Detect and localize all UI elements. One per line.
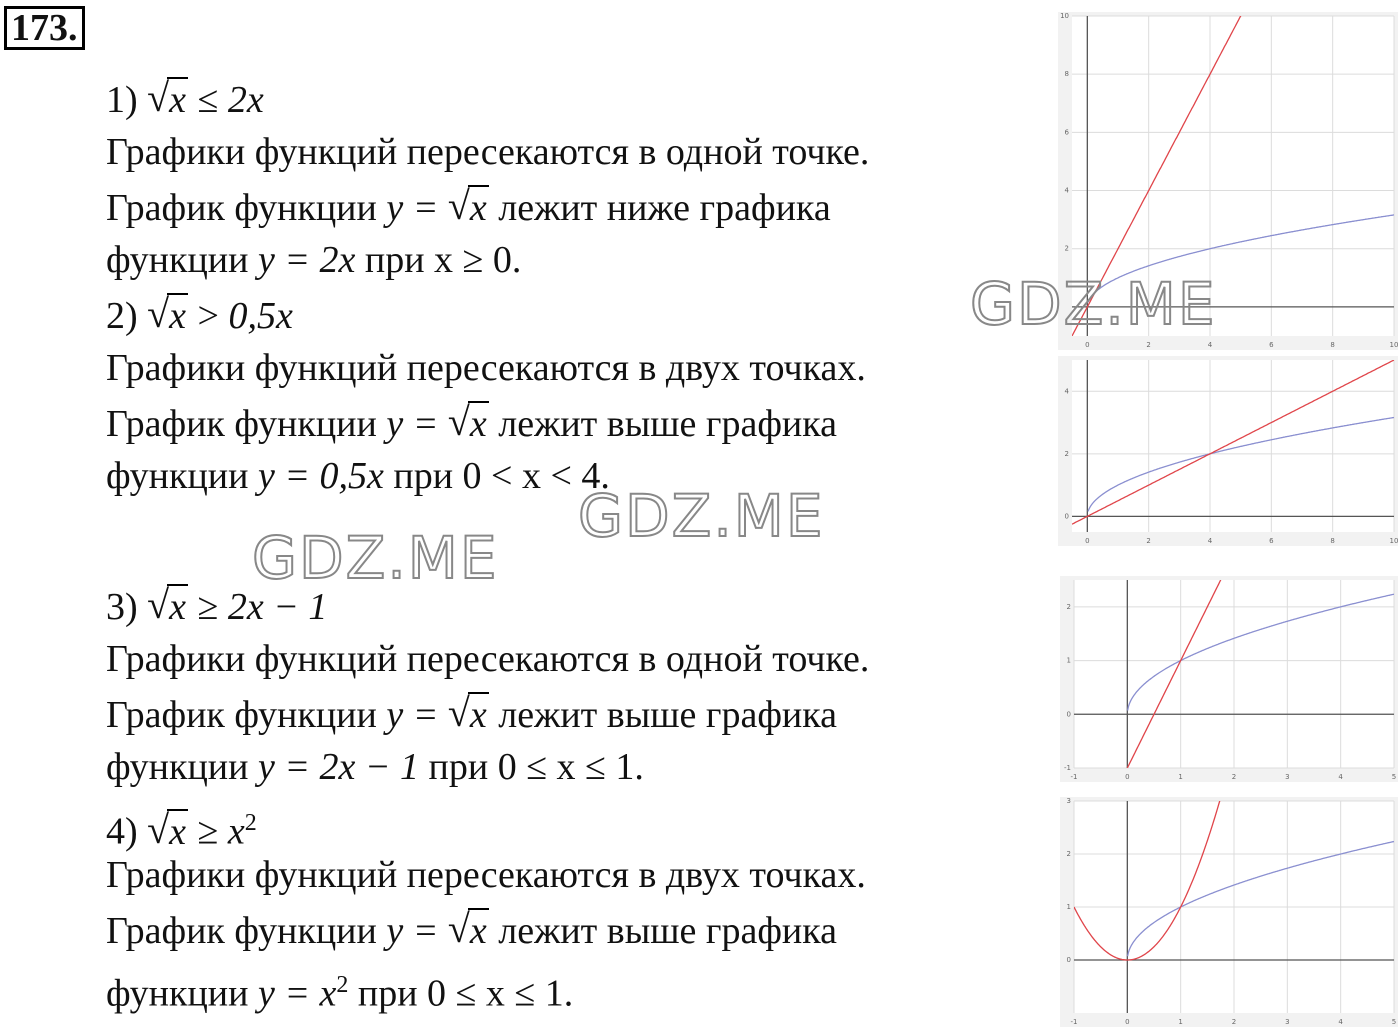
sqrt-arg: x: [169, 810, 187, 853]
condition: при 0 ≤ x ≤ 1.: [428, 746, 644, 788]
exponent: 2: [244, 810, 257, 836]
watermark: GDZ.ME: [970, 270, 1217, 338]
y-tick-label: -1: [1064, 764, 1071, 772]
inequality-rhs: x: [227, 810, 245, 853]
x-tick-label: 5: [1391, 1018, 1397, 1026]
chart-2-svg: [1058, 356, 1398, 546]
part-number: 1): [106, 79, 138, 121]
inequality-rhs: 0,5x: [228, 295, 293, 337]
line-text: График функции: [106, 694, 377, 736]
part4-line1: Графики функций пересекаются в двух точках.: [106, 854, 866, 896]
watermark: GDZ.ME: [578, 482, 825, 550]
line-text: График функции: [106, 910, 377, 952]
x-tick-label: 10: [1389, 537, 1398, 545]
part2-line1: Графики функций пересекаются в двух точках.: [106, 347, 866, 389]
part2-line2: [106, 399, 838, 446]
x-tick-label: 2: [1146, 341, 1151, 349]
x-tick-label: 1: [1178, 1018, 1183, 1026]
part3-line1: Графики функций пересекаются в одной точке.: [106, 638, 870, 680]
chart-2: [1058, 356, 1398, 546]
x-tick-label: 6: [1269, 341, 1274, 349]
y-tick-label: 2: [1066, 850, 1071, 858]
x-tick-label: 1: [1178, 773, 1183, 781]
x-tick-label: 5: [1391, 773, 1397, 781]
x-tick-label: 4: [1338, 1018, 1343, 1026]
y-tick-label: 2: [1064, 449, 1069, 458]
part4-line3: [106, 963, 573, 1016]
y-tick-label: 4: [1064, 387, 1069, 396]
x-tick-label: 8: [1330, 341, 1335, 349]
y-tick-label: 0: [1064, 512, 1069, 521]
x-tick-label: 8: [1330, 537, 1335, 545]
inequality-rhs: 2x: [227, 79, 264, 121]
y-tick-label: 4: [1064, 186, 1069, 195]
part4-inequality: [106, 801, 257, 854]
y-label: y =: [386, 694, 439, 736]
y-tick-label: 0: [1066, 956, 1071, 964]
y-tick-label: 2: [1066, 602, 1071, 611]
x-tick-label: 3: [1285, 1018, 1290, 1026]
line-text: График функции: [106, 187, 377, 229]
part1-inequality: [106, 75, 264, 122]
sqrt-arg: x: [169, 79, 187, 121]
part2-line3: [106, 454, 610, 498]
plot-area: [1072, 360, 1394, 532]
func: y = 2x − 1: [257, 746, 420, 788]
x-tick-label: -1: [1070, 1018, 1078, 1026]
part1-line2: [106, 183, 831, 230]
sqrt-arg: x: [469, 694, 487, 736]
line-text: функции: [106, 455, 249, 497]
x-tick-label: 0: [1125, 773, 1130, 781]
x-tick-label: 4: [1338, 773, 1343, 781]
condition: при 0 ≤ x ≤ 1.: [357, 972, 574, 1015]
line-text: лежит выше графика: [498, 694, 838, 736]
condition: при 0 < x < 4.: [393, 455, 610, 497]
line-text: лежит выше графика: [498, 403, 838, 445]
y-tick-label: 3: [1066, 797, 1071, 805]
operator: >: [197, 295, 219, 337]
problem-number-box: 173.: [4, 6, 85, 50]
y-tick-label: 8: [1064, 70, 1069, 79]
sqrt-arg: x: [169, 295, 187, 337]
sqrt-symbol: √ x: [147, 582, 187, 628]
y-label: y =: [386, 910, 439, 952]
sqrt-symbol: √ x: [147, 291, 187, 337]
y-tick-label: 6: [1064, 128, 1069, 137]
y-label: y =: [386, 187, 439, 229]
sqrt-arg: x: [469, 187, 487, 229]
x-tick-label: 0: [1085, 341, 1090, 349]
func: y = 2x: [257, 239, 356, 281]
x-tick-label: 10: [1389, 341, 1398, 349]
x-tick-label: 0: [1085, 537, 1090, 545]
sqrt-symbol: √ x: [447, 183, 487, 229]
part3-line2: [106, 690, 838, 737]
part4-line2: [106, 906, 838, 953]
x-tick-label: 2: [1231, 773, 1237, 781]
problem-number: [4, 6, 85, 50]
x-tick-label: 6: [1269, 537, 1274, 545]
sqrt-symbol: √ x: [447, 906, 487, 952]
part1-line3: [106, 238, 521, 282]
line-text: функции: [106, 746, 249, 788]
chart-3-svg: [1060, 576, 1398, 782]
func: y = x: [257, 972, 337, 1015]
operator: ≤: [197, 79, 219, 121]
watermark: GDZ.ME: [252, 524, 499, 592]
x-tick-label: 4: [1207, 537, 1213, 545]
x-tick-label: 2: [1146, 537, 1151, 545]
part-number: 2): [106, 295, 138, 337]
sqrt-symbol: √ x: [147, 75, 187, 121]
line-text: функции: [106, 239, 249, 281]
operator: ≥: [197, 810, 219, 853]
line-text: функции: [106, 972, 249, 1015]
sqrt-arg: x: [169, 586, 187, 628]
x-tick-label: 4: [1207, 341, 1213, 349]
part1-line1: Графики функций пересекаются в одной точке.: [106, 131, 870, 173]
x-tick-label: 0: [1125, 1018, 1130, 1026]
line-text: лежит ниже графика: [498, 187, 831, 229]
inequality-rhs: 2x − 1: [227, 586, 328, 628]
sqrt-symbol: √ x: [447, 399, 487, 445]
operator: ≥: [197, 586, 219, 628]
x-tick-label: -1: [1070, 773, 1078, 781]
exponent: 2: [336, 972, 349, 998]
y-tick-label: 1: [1066, 656, 1071, 665]
chart-4-svg: [1060, 797, 1398, 1027]
y-tick-label: 10: [1060, 12, 1069, 20]
x-tick-label: 3: [1285, 773, 1290, 781]
sqrt-symbol: √ x: [447, 690, 487, 736]
part-number: 4): [106, 810, 138, 853]
chart-4: [1060, 797, 1398, 1027]
sqrt-symbol: √ x: [147, 806, 187, 853]
x-tick-label: 2: [1231, 1018, 1237, 1026]
chart-3: [1060, 576, 1398, 782]
part-number: 3): [106, 586, 138, 628]
y-label: y =: [386, 403, 439, 445]
y-tick-label: 0: [1066, 710, 1071, 719]
line-text: лежит выше графика: [498, 910, 838, 952]
y-tick-label: 1: [1066, 903, 1071, 911]
part3-line3: [106, 745, 644, 789]
func: y = 0,5x: [257, 455, 384, 497]
sqrt-arg: x: [469, 403, 487, 445]
part2-inequality: [106, 291, 293, 338]
condition: при x ≥ 0.: [364, 239, 522, 281]
line-text: График функции: [106, 403, 377, 445]
y-tick-label: 2: [1064, 244, 1069, 253]
sqrt-arg: x: [469, 910, 487, 952]
